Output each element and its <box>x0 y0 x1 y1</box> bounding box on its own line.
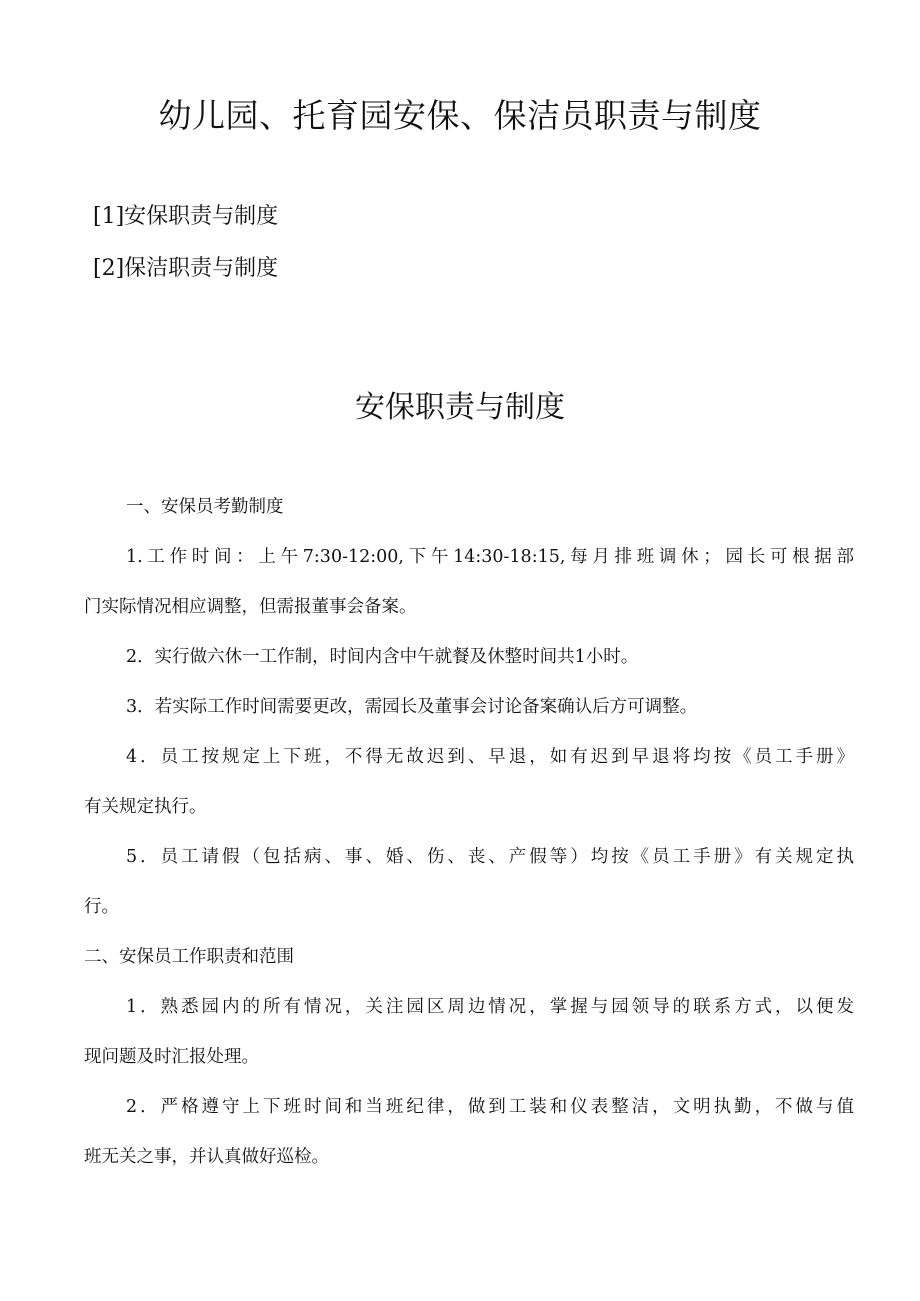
paragraph-line: 2．实行做六休一工作制，时间内含中午就餐及休整时间共1小时。 <box>126 647 639 667</box>
table-of-contents <box>93 200 278 304</box>
paragraph-line: 行。 <box>84 897 119 917</box>
paragraph-line: 现问题及时汇报处理。 <box>84 1047 259 1067</box>
document-title: 幼儿园、托育园安保、保洁员职责与制度 <box>158 96 762 135</box>
toc-item-cleaning[interactable]: [2]保洁职责与制度 <box>93 256 279 281</box>
paragraph-line: 有关规定执行。 <box>84 797 207 817</box>
document-body <box>84 490 854 1190</box>
paragraph-line: 1．熟悉园内的所有情况，关注园区周边情况，掌握与园领导的联系方式，以便发 <box>126 997 854 1017</box>
paragraph-line: 1.工作时间：上午7:30-12:00,下午14:30-18:15,每月排班调休；园长可根据部 <box>126 547 854 567</box>
heading-duties: 二、安保员工作职责和范围 <box>84 947 294 967</box>
heading-attendance: 一、安保员考勤制度 <box>126 497 284 517</box>
section-title: 安保职责与制度 <box>355 390 565 425</box>
paragraph-line: 门实际情况相应调整，但需报董事会备案。 <box>84 597 417 617</box>
paragraph-line: 3．若实际工作时间需要更改，需园长及董事会讨论备案确认后方可调整。 <box>126 697 698 717</box>
paragraph-line: 5．员工请假（包括病、事、婚、伤、丧、产假等）均按《员工手册》有关规定执 <box>126 847 854 867</box>
toc-item-security[interactable]: [1]安保职责与制度 <box>93 204 279 229</box>
paragraph-line: 4．员工按规定上下班，不得无故迟到、早退，如有迟到早退将均按《员工手册》 <box>126 747 854 767</box>
paragraph-line: 班无关之事，并认真做好巡检。 <box>84 1147 329 1167</box>
paragraph-line: 2．严格遵守上下班时间和当班纪律，做到工装和仪表整洁，文明执勤，不做与值 <box>126 1097 854 1117</box>
